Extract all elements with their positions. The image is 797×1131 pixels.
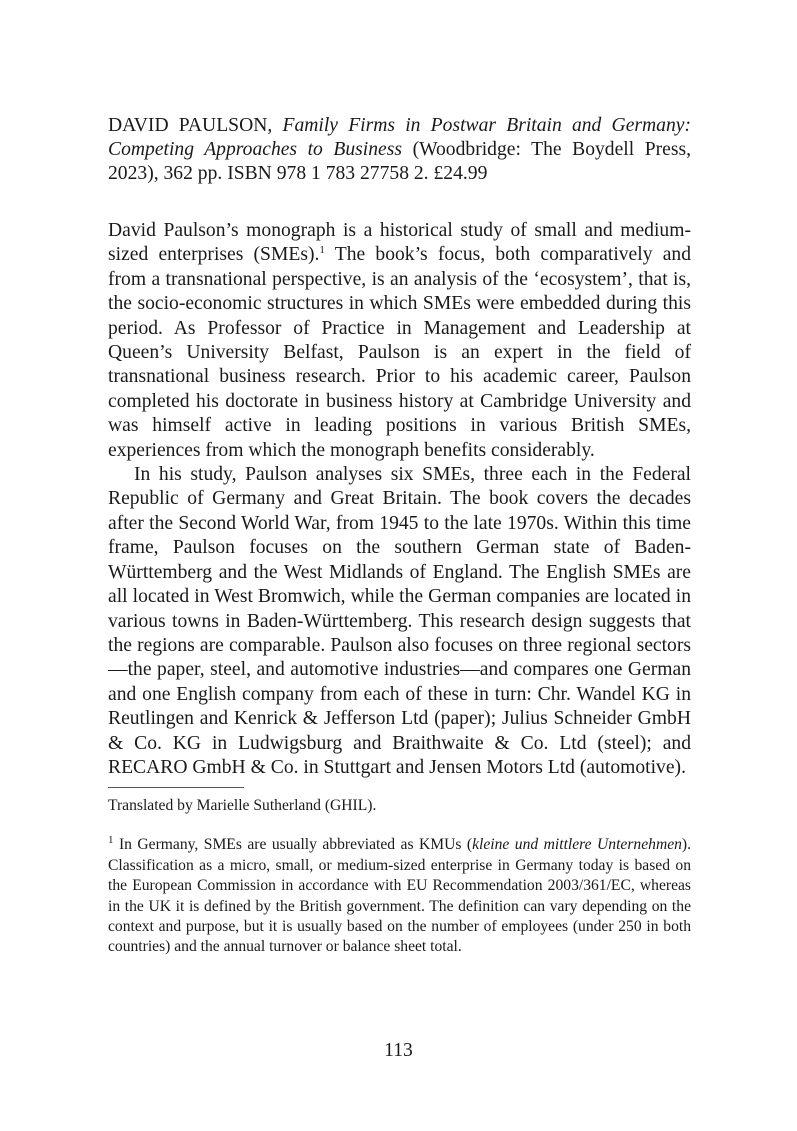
paragraph-1-text-b: The book’s focus, both comparatively and from a transnational perspective, is an analysis of the ‘ecosystem’, that is, the socio-economic structures in which SMEs were embedded during this period. As Professor of Practice in Management and Leadership at Queen’s University Belfast, Paulson is an expert in the field of transnational business research. Prior to his academic career, Paulson completed his doctorate in business history at Cambridge University and was himself active in leading positions in various British SMEs, experiences from which the monograph benefits considerably. <box>108 244 691 461</box>
footnote-text-a: In Germany, SMEs are usually abbreviated as KMUs ( <box>113 836 473 854</box>
footnote-italic-term: kleine und mittlere Unternehmen <box>472 836 682 854</box>
reviewed-author: DAVID PAULSON, <box>108 115 273 136</box>
review-page <box>108 114 691 958</box>
footnote-1 <box>108 835 691 957</box>
footnote-divider <box>108 787 244 788</box>
paragraph-2: In his study, Paulson analyses six SMEs, three each in the Federal Republic of Germany and Great Britain. The book covers the decades after the Second World War, from 1945 to the late 1970s. Within this time frame, Paulson focuses on the southern German state of Baden-Württemberg and the West Midlands of England. The English SMEs are all located in West Bromwich, while the German companies are located in various towns in Baden-Württemberg. This research design suggests that the regions are comparable. Paulson also focuses on three regional sectors—the paper, steel, and automotive industries—and compares one German and one English company from each of these in turn: Chr. Wandel KG in Reutlingen and Kenrick & Jefferson Ltd (paper); Julius Schneider GmbH & Co. KG in Ludwigsburg and Braithwaite & Co. Ltd (steel); and RECARO GmbH & Co. in Stuttgart and Jensen Motors Ltd (automotive). <box>108 464 691 778</box>
paragraph-1 <box>108 219 691 463</box>
review-body <box>108 219 691 780</box>
review-header <box>108 114 691 186</box>
page-number: 113 <box>384 1040 413 1061</box>
publication-details: (Woodbridge: The Boydell Press, 2023), 362 pp. ISBN 978 1 783 27758 2. £24.99 <box>108 139 691 184</box>
reviewed-book-title: Family Firms in Postwar Britain and Germany: Competing Approaches to Business <box>108 115 691 160</box>
footnote-marker: 1 <box>108 834 114 847</box>
footnote-reference: 1 <box>319 244 325 257</box>
translator-note: Translated by Marielle Sutherland (GHIL). <box>108 797 377 815</box>
paragraph-1-text-a: David Paulson’s monograph is a historical study of small and medium-sized enterprises (SMEs). <box>108 220 691 266</box>
footnote-text-b: ). Classification as a micro, small, or medium-sized enterprise in Germany today is based on the European Commission in accordance with EU Recommendation 2003/361/EC, whereas in the UK it is defined by the British government. The definition can vary depending on the context and purpose, but it is usually based on the number of employees (under 250 in both countries) and the annual turnover or balance sheet total. <box>108 836 692 956</box>
